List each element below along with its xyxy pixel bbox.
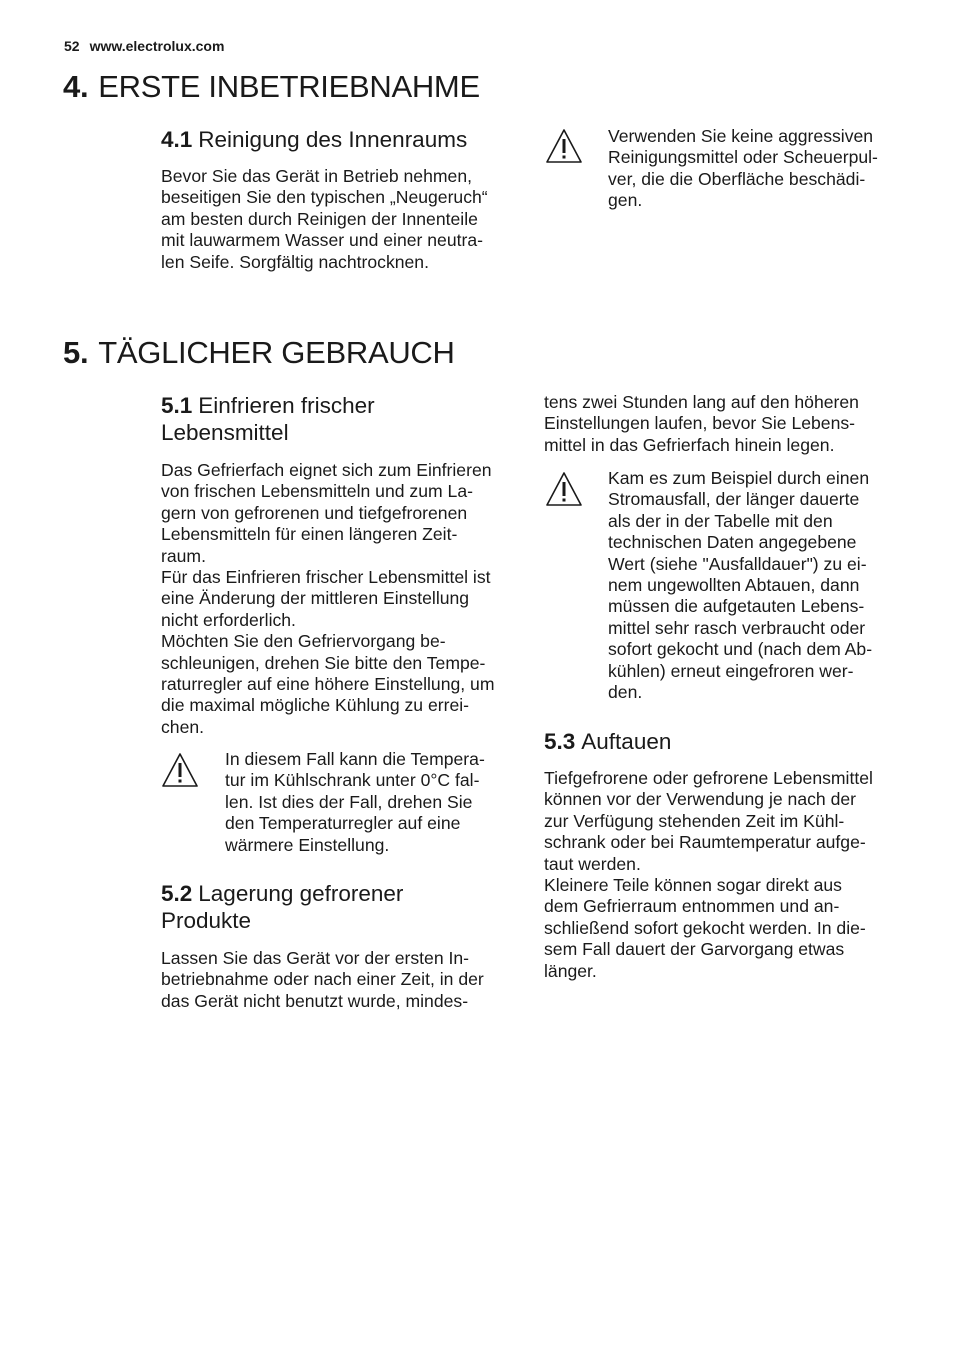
text-line: nicht erforderlich. xyxy=(161,609,296,630)
text-line: schrank oder bei Raumtemperatur aufge- xyxy=(544,832,866,853)
subsection-title: Auftauen xyxy=(581,729,672,754)
subsection-title: Reinigung des Innenraums xyxy=(198,127,468,152)
text-line: als der in der Tabelle mit den xyxy=(608,510,833,531)
warning-5-1-text xyxy=(225,749,525,856)
warning-triangle-icon xyxy=(545,128,583,164)
section-4-heading xyxy=(63,70,480,104)
text-line: den. xyxy=(608,682,643,703)
text-line: Möchten Sie den Gefriervorgang be- xyxy=(161,631,446,652)
text-line: nem ungewollten Abtauen, dann xyxy=(608,575,860,596)
text-line: raturregler auf eine höhere Einstellung, um xyxy=(161,674,495,695)
text-line: Das Gefrierfach eignet sich zum Einfrieren xyxy=(161,460,492,480)
section-number: 5. xyxy=(63,335,89,370)
subsection-title: Lebensmittel xyxy=(161,420,289,445)
text-line: dem Gefrierraum entnommen und an- xyxy=(544,896,840,917)
text-line: gen. xyxy=(608,190,643,211)
text-line: chen. xyxy=(161,716,205,737)
text-line: Für das Einfrieren frischer Lebensmittel ist xyxy=(161,567,491,588)
text-line: am besten durch Reinigen der Innenteile xyxy=(161,208,478,229)
page-header xyxy=(64,38,224,54)
text-line: länger. xyxy=(544,960,597,981)
text-line: gern von gefrorenen und tiefgefrorenen xyxy=(161,502,468,523)
subsection-title: Produkte xyxy=(161,908,252,933)
subsection-5-1-text xyxy=(161,460,521,738)
section-5-heading xyxy=(63,336,455,370)
section-title: ERSTE INBETRIEBNAHME xyxy=(98,69,480,104)
text-line: sofort gekocht und (nach dem Ab- xyxy=(608,639,873,660)
subsection-title: Einfrieren frischer xyxy=(198,393,375,418)
section-number: 4. xyxy=(63,69,89,104)
text-line: mittel sehr rasch verbraucht oder xyxy=(608,617,866,638)
text-line: len. Ist dies der Fall, drehen Sie xyxy=(225,791,473,812)
text-line: müssen die aufgetauten Lebens- xyxy=(608,596,865,617)
text-line: kühlen) erneut eingefroren wer- xyxy=(608,660,854,681)
subsection-number: 5.1 xyxy=(161,393,193,418)
subsection-4-1-heading xyxy=(161,126,521,153)
warning-4-text xyxy=(608,126,908,212)
text-line: Wert (siehe "Ausfalldauer") zu ei- xyxy=(608,553,867,574)
site-url: www.electrolux.com xyxy=(89,38,225,54)
text-line: beseitigen Sie den typischen „Neugeruch“ xyxy=(161,187,488,208)
text-line: raum. xyxy=(161,545,206,566)
text-line: sem Fall dauert der Garvorgang etwas xyxy=(544,939,845,960)
text-line: wärmere Einstellung. xyxy=(225,834,390,855)
text-line: taut werden. xyxy=(544,853,641,874)
text-line: Bevor Sie das Gerät in Betrieb nehmen, xyxy=(161,166,472,186)
text-line: tur im Kühlschrank unter 0°C fal- xyxy=(225,770,480,791)
subsection-number: 5.2 xyxy=(161,881,193,906)
subsection-5-3-heading xyxy=(544,728,904,755)
text-line: schließend sofort gekocht werden. In die- xyxy=(544,917,866,938)
text-line: Tiefgefrorene oder gefrorene Lebensmittel xyxy=(544,768,873,788)
text-line: schleunigen, drehen Sie bitte den Tempe- xyxy=(161,652,486,673)
subsection-5-2-text xyxy=(161,948,521,1012)
text-line: betriebnahme oder nach einer Zeit, in der xyxy=(161,969,484,990)
text-line: Verwenden Sie keine aggressiven xyxy=(608,126,874,146)
text-line: mittel in das Gefrierfach hinein legen. xyxy=(544,434,835,455)
subsection-5-2-heading xyxy=(161,880,521,934)
text-line: Kam es zum Beispiel durch einen xyxy=(608,468,870,488)
warning-5-2-text xyxy=(608,468,908,703)
text-line: die maximal mögliche Kühlung zu errei- xyxy=(161,695,470,716)
text-line: ver, die die Oberfläche beschädi- xyxy=(608,168,866,189)
text-line: tens zwei Stunden lang auf den höheren xyxy=(544,392,859,412)
text-line: den Temperaturregler auf eine xyxy=(225,813,461,834)
text-line: technischen Daten angegebene xyxy=(608,532,857,553)
section-title: TÄGLICHER GEBRAUCH xyxy=(98,335,455,370)
text-line: Einstellungen laufen, bevor Sie Lebens- xyxy=(544,413,856,434)
subsection-number: 4.1 xyxy=(161,127,193,152)
subsection-5-1-heading xyxy=(161,392,521,446)
page-number: 52 xyxy=(64,38,80,54)
text-line: In diesem Fall kann die Tempera- xyxy=(225,749,485,769)
subsection-5-3-text xyxy=(544,768,904,982)
text-line: Lebensmitteln für einen längeren Zeit- xyxy=(161,524,458,545)
subsection-5-2-continuation xyxy=(544,392,904,456)
subsection-4-1-text xyxy=(161,166,521,273)
subsection-title: Lagerung gefrorener xyxy=(198,881,404,906)
text-line: können vor der Verwendung je nach der xyxy=(544,789,857,810)
text-line: len Seife. Sorgfältig nachtrocknen. xyxy=(161,251,429,272)
text-line: Stromausfall, der länger dauerte xyxy=(608,489,860,510)
text-line: von frischen Lebensmitteln und zum La- xyxy=(161,481,473,502)
text-line: Kleinere Teile können sogar direkt aus xyxy=(544,875,842,896)
text-line: mit lauwarmem Wasser und einer neutra- xyxy=(161,230,484,251)
text-line: Reinigungsmittel oder Scheuerpul- xyxy=(608,147,878,168)
warning-triangle-icon xyxy=(545,471,583,507)
text-line: das Gerät nicht benutzt wurde, mindes- xyxy=(161,990,469,1011)
subsection-number: 5.3 xyxy=(544,729,576,754)
warning-triangle-icon xyxy=(161,752,199,788)
text-line: Lassen Sie das Gerät vor der ersten In- xyxy=(161,948,470,968)
text-line: eine Änderung der mittleren Einstellung xyxy=(161,588,470,609)
text-line: zur Verfügung stehenden Zeit im Kühl- xyxy=(544,810,845,831)
